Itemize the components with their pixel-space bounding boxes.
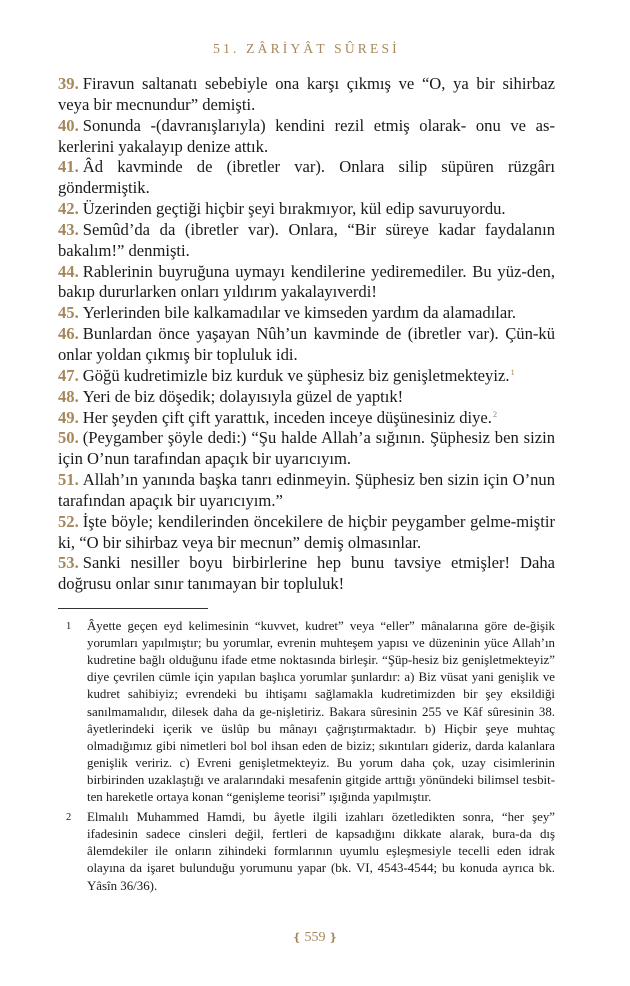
verse-number: 52. xyxy=(58,511,79,531)
verse xyxy=(58,220,555,262)
verse xyxy=(58,470,555,512)
footnote-text-line: bu mânayı çağrıştırmaktadır. b) Hiçbir şeye muhtaç olmadığımız gibi nimetleri xyxy=(87,721,556,753)
verse xyxy=(58,324,555,366)
verse-text-line: Rablerinin buyruğuna uymayı kendilerine yediremediler. Bu yüz- xyxy=(82,261,527,281)
verse xyxy=(58,116,555,158)
verse xyxy=(58,366,555,387)
verse-text-line: Yerlerinden bile kalkamadılar ve kimseden yardım da alamadılar. xyxy=(82,303,517,323)
verse-text-line: den, bakıp dururlarken onları yıldırım yakalayıverdi! xyxy=(58,261,555,302)
page-number xyxy=(0,930,630,946)
footnote-number: 1 xyxy=(66,621,72,633)
footnote-marker[interactable]: 2 xyxy=(492,408,498,419)
footnote-text-line: sağlamakla kudretimizden bir şey eksildiği sanılmamalıdır, dilesek daha da ge- xyxy=(87,687,555,719)
footnote-text-line: eden idrak olayına da işaret bulunduğu yorumunu yapar (bk. VI, 4543-4544; xyxy=(87,844,555,876)
verse-text-line: veya bir mecnundur” demişti. xyxy=(58,94,256,114)
verse-list xyxy=(58,74,555,595)
verse-number: 39. xyxy=(58,74,79,93)
footnote-text-line: da dış âlemdekiler ile onların zihindeki formlarının uyumlu eşleşmesiyle tecelli xyxy=(87,827,555,859)
page xyxy=(58,0,555,898)
footnote-text-line: uzaklaştığı ve aralarındaki mesafenin gitgide arttığı yönündeki bilimsel tesbit- xyxy=(148,772,555,787)
verse xyxy=(58,74,555,116)
verse-text-line: miştir ki, “O bir sihirbaz veya bir mecnun” demiş olmasınlar. xyxy=(58,511,555,552)
running-header: 51. ZÂRİYÂT SÛRESİ xyxy=(213,41,400,56)
verse-text-line: kerlerini yakalayıp denize attık. xyxy=(58,136,269,156)
footnote-text-line: bu konuda ayrıca bk. Yâsîn 36/36). xyxy=(87,861,555,893)
verse-number: 43. xyxy=(58,219,79,239)
verse-text-line: kü onlar yoldan çıkmış bir topluluk idi. xyxy=(58,324,555,364)
footnote-marker[interactable]: 1 xyxy=(510,366,515,377)
verse-text-line: Üzerinden geçtiği hiçbir şeyi bırakmıyor, kül edip savuruyordu. xyxy=(82,199,506,219)
right-ornament-icon: ❵ xyxy=(328,932,338,944)
footnote-text-line: hesiz biz genişletmekteyiz” diye çevrilen cümle için yapılan başlıca yorumlar xyxy=(87,653,555,685)
verse-number: 47. xyxy=(58,365,79,385)
verse-number: 44. xyxy=(58,261,79,281)
footnote-text-line: c) Evreni genişletmekteyiz. Bu yorum daha çok, uzay cisimlerinin birbirinden xyxy=(87,755,555,787)
verse-number: 42. xyxy=(58,199,79,219)
footnote-text-line: Elmalılı Muhammed Hamdi, bu âyetle ilgili izahları özetledikten sonra, “her xyxy=(87,810,525,825)
verse xyxy=(58,157,555,199)
verse-text-line: Sonunda -(davranışlarıyla) kendini rezil etmiş olarak- onu ve as- xyxy=(82,115,555,135)
footnote-text-line: ten hareketle ortaya konan “genişleme teorisi” ışığında yapılmıştır. xyxy=(87,790,432,805)
verse-number: 48. xyxy=(58,386,79,406)
verse xyxy=(58,387,555,408)
verse-text-line: Göğü kudretimizle biz kurduk ve şüphesiz biz genişletmekteyiz. xyxy=(82,365,510,385)
verse-number: 41. xyxy=(58,157,79,177)
verse-text-line: Bunlardan önce yaşayan Nûh’un kavminde de (ibretler var). Çün- xyxy=(82,324,539,344)
footnote-text-line: Âyette geçen eyd kelimesinin “kuvvet, kudret” veya “eller” mânalarına göre de- xyxy=(87,619,530,634)
verse-text-line: Âd kavminde de (ibretler var). Onlara silip süpüren rüzgârı xyxy=(82,157,555,177)
verse-text-line: Yeri de biz döşedik; dolayısıyla güzel de yaptık! xyxy=(82,386,404,406)
verse-number: 51. xyxy=(58,470,79,490)
footnote-text-line: bol bol ihsan eden de biziz; sıkıntıları gideriz, darda kalanlara genişlik veririz. xyxy=(87,738,555,770)
verse-text-line: Her şeyden çift çift yarattık, inceden inceye düşünesiniz diye. xyxy=(82,407,492,427)
footnote xyxy=(58,809,555,894)
verse-text-line: (Peygamber şöyle dedi:) “Şu halde Allah’a sığının. Şüphesiz ben xyxy=(82,428,519,448)
footnote-text-line: şunlardır: a) Biz vüsat yani genişlik ve kudret sahibiyiz; evrendeki bu ihtişamı xyxy=(87,670,555,702)
verse-number: 46. xyxy=(58,324,79,344)
footnote-divider xyxy=(58,608,208,609)
footnote-text-line: ğişik yorumları yapılmıştır; bu yorumlar, evrenin muhteşem yapısı ve düzeninin xyxy=(87,619,555,651)
verse xyxy=(58,262,555,304)
verse xyxy=(58,303,555,324)
footnote-text-line: yüce Allah’ın kudretine bağlı olduğunu ifade etme noktasında birleşir. “Şüp- xyxy=(87,636,555,668)
verse-number: 45. xyxy=(58,303,79,323)
verse-number: 53. xyxy=(58,553,79,573)
verse-text-line: Firavun saltanatı sebebiyle ona karşı çıkmış ve “O, ya bir sihirbaz xyxy=(82,74,555,93)
verse-text-line: sizin için O’nun tarafından apaçık bir uyarıcıyım. xyxy=(58,428,555,469)
verse xyxy=(58,199,555,220)
verse-number: 49. xyxy=(58,407,79,427)
verse-text-line: O’nun tarafından apaçık bir uyarıcıyım.” xyxy=(58,470,556,510)
verse-text-line: Allah’ın yanında başka tanrı edinmeyin. Şüphesiz ben sizin için xyxy=(82,470,509,490)
page-number-value: 559 xyxy=(304,930,326,945)
footnote xyxy=(58,618,555,806)
verse xyxy=(58,553,555,595)
left-ornament-icon: ❴ xyxy=(292,932,302,944)
verse-number: 50. xyxy=(58,428,79,448)
verse-text-line: İşte böyle; kendilerinden öncekilere de hiçbir peygamber gelme- xyxy=(82,511,517,531)
verse-text-line: göndermiştik. xyxy=(58,178,150,198)
verse xyxy=(58,428,555,470)
footnote-number: 2 xyxy=(66,812,72,824)
footnote-list xyxy=(58,618,555,895)
verse-text-line: Semûd’da da (ibretler var). Onlara, “Bir süreye kadar faydalanın xyxy=(82,219,555,239)
verse xyxy=(58,408,555,429)
verse-text-line: Sanki nesiller boyu birbirlerine hep bunu tavsiye etmişler! Daha xyxy=(82,553,555,573)
verse xyxy=(58,512,555,554)
verse-text-line: doğrusu onlar sınır tanımayan bir topluluk! xyxy=(58,574,345,594)
footnote-text-line: nişletiriz. Bakara sûresinin 255 ve Kâf sûresinin 38. âyetlerindeki içerik ve üslûp xyxy=(87,704,555,736)
verse-number: 40. xyxy=(58,115,79,135)
footnote-text-line: şey” ifadesinin sadece cinsleri değil, fertleri de kapsadığını dikkate alarak, bura- xyxy=(87,810,555,842)
verse-text-line: bakalım!” denmişti. xyxy=(58,240,190,260)
